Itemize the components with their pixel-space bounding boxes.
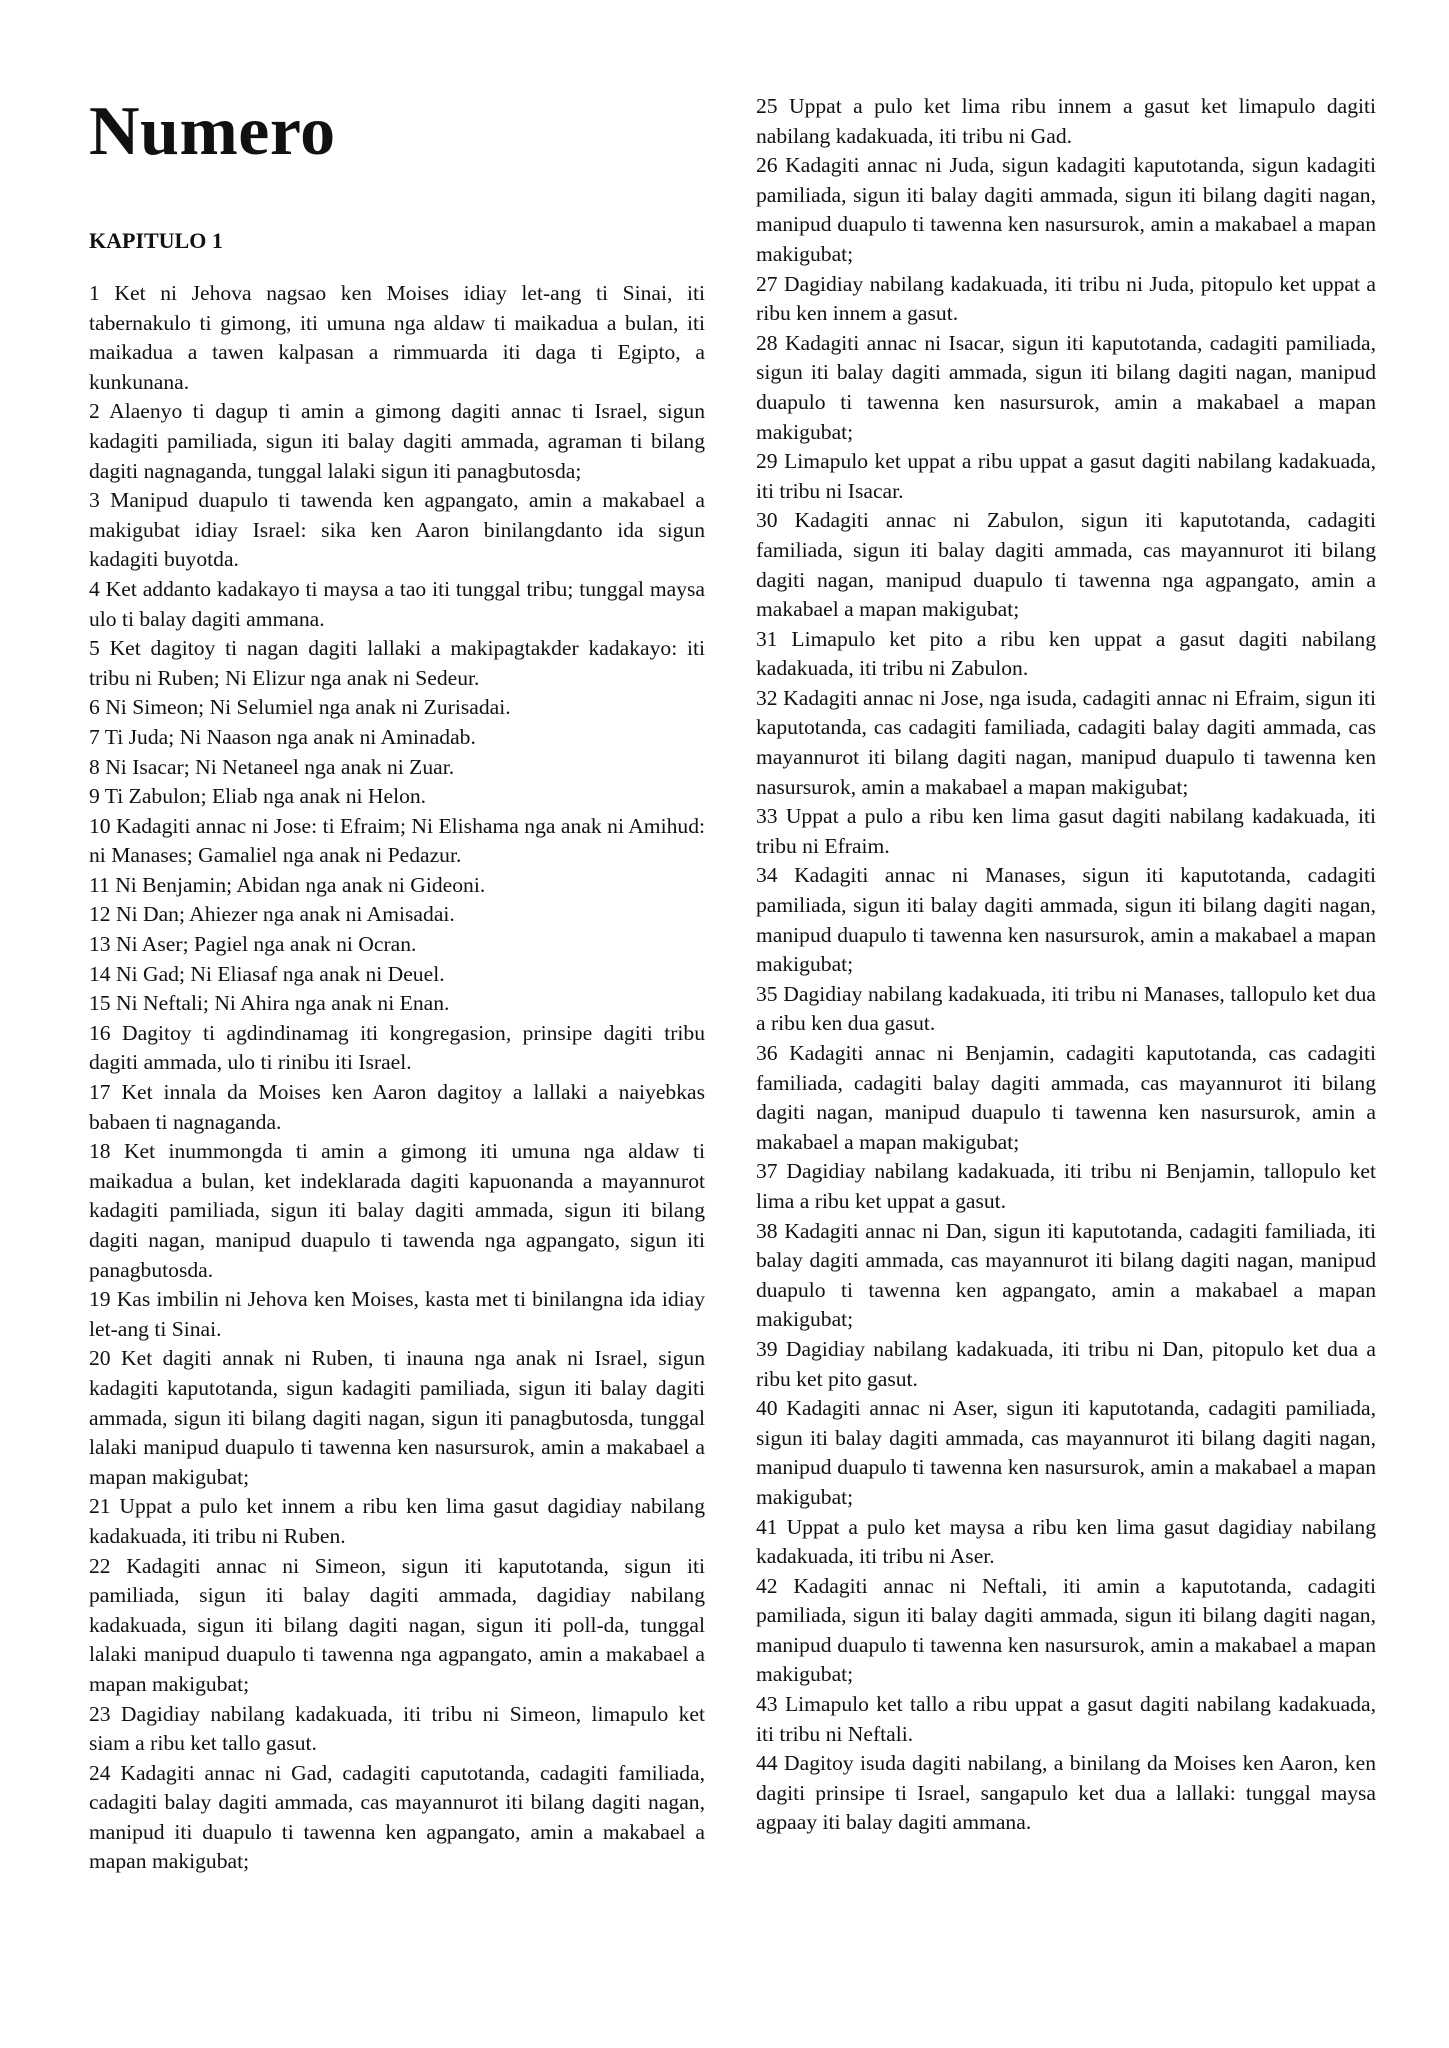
verse: 4 Ket addanto kadakayo ti maysa a tao iti tunggal tribu; tunggal maysa ulo ti balay dagiti ammana. [89,576,705,631]
verse: 11 Ni Benjamin; Abidan nga anak ni Gideoni. [89,872,486,897]
verse: 10 Kadagiti annac ni Jose: ti Efraim; Ni Elishama nga anak ni Amihud: ni Manases; Gamaliel nga anak ni Pedazur. [89,813,705,868]
right-verses [756,92,1376,1838]
verse: 9 Ti Zabulon; Eliab nga anak ni Helon. [89,784,427,809]
verse: 8 Ni Isacar; Ni Netaneel nga anak ni Zuar. [89,754,455,779]
verse: 20 Ket dagiti annak ni Ruben, ti inauna nga anak ni Israel, sigun kadagiti kaputotanda, sigun kadagiti pamiliada, sigun iti balay dagiti ammada, sigun iti bilang dagiti nagan, sigun iti panagbutosda, tunggal lalaki manipud duapulo ti tawenna ken nasursurok, amin a makabael a mapan makigubat; [89,1346,705,1489]
verse: 17 Ket innala da Moises ken Aaron dagitoy a lallaki a naiyebkas babaen ti nagnaganda. [89,1080,705,1134]
left-verses [89,279,705,1877]
chapter-heading: KAPITULO 1 [89,228,223,253]
verse: 22 Kadagiti annac ni Simeon, sigun iti kaputotanda, sigun iti pamiliada, sigun iti balay dagiti ammada, dagidiay nabilang kadakuada, sigun iti bilang dagiti nagan, sigun iti poll-da, tunggal lalaki manipud duapulo ti tawenna nga agpangato, amin a makabael a mapan makigubat; [89,1553,705,1696]
verse: 34 Kadagiti annac ni Manases, sigun iti kaputotanda, cadagiti pamiliada, sigun iti balay dagiti ammada, sigun iti bilang dagiti nagan, manipud duapulo ti tawenna ken nasursurok, amin a makabael a mapan makigubat; [756,863,1376,977]
verse: 32 Kadagiti annac ni Jose, nga isuda, cadagiti annac ni Efraim, sigun iti kaputotanda, cas cadagiti familiada, cadagiti balay dagiti ammada, cas mayannurot iti bilang dagiti nagan, manipud duapulo ti tawenna ken nasursurok, amin a makabael a mapan makigubat; [756,685,1376,799]
verse: 38 Kadagiti annac ni Dan, sigun iti kaputotanda, cadagiti familiada, iti balay dagiti ammada, cas mayannurot iti bilang dagiti nagan, manipud duapulo ti tawenna ken agpangato, amin a makabael a mapan makigubat; [756,1218,1376,1332]
verse: 23 Dagidiay nabilang kadakuada, iti tribu ni Simeon, limapulo ket siam a ribu ket tallo gasut. [89,1701,705,1756]
verse: 12 Ni Dan; Ahiezer nga anak ni Amisadai. [89,902,455,927]
book-title: Numero [89,93,336,170]
verse: 6 Ni Simeon; Ni Selumiel nga anak ni Zurisadai. [89,695,511,720]
verse: 24 Kadagiti annac ni Gad, cadagiti caputotanda, cadagiti familiada, cadagiti balay dagiti ammada, cas mayannurot iti bilang dagiti nagan, manipud iti duapulo ti tawenna ken agpangato, amin a makabael a mapan makigubat; [89,1760,705,1874]
verse: 35 Dagidiay nabilang kadakuada, iti tribu ni Manases, tallopulo ket dua a ribu ken dua gasut. [756,981,1376,1036]
verse: 7 Ti Juda; Ni Naason nga anak ni Aminadab. [89,724,476,749]
verse: 1 Ket ni Jehova nagsao ken Moises idiay let-ang ti Sinai, iti tabernakulo ti gimong, iti umuna nga aldaw ti maikadua a bulan, iti maikadua a tawen kalpasan a rimmuarda iti daga ti Egipto, a kunkunana. [89,281,705,394]
verse: 36 Kadagiti annac ni Benjamin, cadagiti kaputotanda, cas cadagiti familiada, cadagiti balay dagiti ammada, cas mayannurot iti bilang dagiti nagan, manipud duapulo ti tawenna ken nasursurok, amin a makabael a mapan makigubat; [756,1041,1376,1154]
verse: 25 Uppat a pulo ket lima ribu innem a gasut ket limapulo dagiti nabilang kadakuada, iti tribu ni Gad. [756,94,1376,148]
verse: 3 Manipud duapulo ti tawenda ken agpangato, amin a makabael a makigubat idiay Israel: sika ken Aaron binilangdanto ida sigun kadagiti buyotda. [89,488,705,572]
verse: 5 Ket dagitoy ti nagan dagiti lallaki a makipagtakder kadakayo: iti tribu ni Ruben; Ni Elizur nga anak ni Sedeur. [89,636,705,690]
verse: 39 Dagidiay nabilang kadakuada, iti tribu ni Dan, pitopulo ket dua a ribu ket pito gasut. [756,1336,1376,1391]
verse: 15 Ni Neftali; Ni Ahira nga anak ni Enan. [89,991,450,1016]
verse: 30 Kadagiti annac ni Zabulon, sigun iti kaputotanda, cadagiti familiada, sigun iti balay dagiti ammada, cas mayannurot iti bilang dagiti nagan, manipud duapulo ti tawenna nga agpangato, amin a makabael a mapan makigubat; [756,508,1376,622]
verse: 18 Ket inummongda ti amin a gimong iti umuna nga aldaw ti maikadua a bulan, ket indeklarada dagiti kapuonanda a mayannurot kadagiti pamiliada, sigun iti balay dagiti ammada, sigun iti bilang dagiti nagan, manipud duapulo ti tawenda nga agpangato, sigun iti panagbutosda. [89,1139,705,1282]
verse: 29 Limapulo ket uppat a ribu uppat a gasut dagiti nabilang kadakuada, iti tribu ni Isacar. [756,449,1376,503]
verse: 26 Kadagiti annac ni Juda, sigun kadagiti kaputotanda, sigun kadagiti pamiliada, sigun iti balay dagiti ammada, sigun iti bilang dagiti nagan, manipud duapulo ti tawenna ken nasursurok, amin a makabael a mapan makigubat; [756,153,1376,266]
verse: 40 Kadagiti annac ni Aser, sigun iti kaputotanda, cadagiti pamiliada, sigun iti balay dagiti ammada, cas mayannurot iti bilang dagiti nagan, manipud duapulo ti tawenna ken nasursurok, amin a makabael a mapan makigubat; [756,1396,1376,1509]
verse: 2 Alaenyo ti dagup ti amin a gimong dagiti annac ti Israel, sigun kadagiti pamiliada, sigun iti balay dagiti ammada, agraman ti bilang dagiti nagnaganda, tunggal lalaki sigun iti panagbutosda; [89,399,705,483]
verse: 21 Uppat a pulo ket innem a ribu ken lima gasut dagidiay nabilang kadakuada, iti tribu ni Ruben. [89,1494,705,1548]
verse: 37 Dagidiay nabilang kadakuada, iti tribu ni Benjamin, tallopulo ket lima a ribu ket uppat a gasut. [756,1159,1376,1213]
verse: 42 Kadagiti annac ni Neftali, iti amin a kaputotanda, cadagiti pamiliada, sigun iti balay dagiti ammada, sigun iti bilang dagiti nagan, manipud duapulo ti tawenna ken nasursurok, amin a makabael a mapan makigubat; [756,1573,1376,1687]
left-column [89,92,705,1874]
verse: 43 Limapulo ket tallo a ribu uppat a gasut dagiti nabilang kadakuada, iti tribu ni Neftali. [756,1692,1376,1746]
verse: 33 Uppat a pulo a ribu ken lima gasut dagiti nabilang kadakuada, iti tribu ni Efraim. [756,804,1376,858]
verse: 16 Dagitoy ti agdindinamag iti kongregasion, prinsipe dagiti tribu dagiti ammada, ulo ti rinibu iti Israel. [89,1020,705,1075]
verse: 28 Kadagiti annac ni Isacar, sigun iti kaputotanda, cadagiti pamiliada, sigun iti balay dagiti ammada, sigun iti bilang dagiti nagan, manipud duapulo ti tawenna ken nasursurok, amin a makabael a mapan makigubat; [756,330,1376,444]
right-column [756,92,1376,1838]
verse: 44 Dagitoy isuda dagiti nabilang, a binilang da Moises ken Aaron, ken dagiti prinsipe ti Israel, sangapulo ket dua a lallaki: tunggal maysa agpaay iti balay dagiti ammana. [756,1751,1376,1835]
verse: 27 Dagidiay nabilang kadakuada, iti tribu ni Juda, pitopulo ket uppat a ribu ken innem a gasut. [756,271,1376,326]
verse: 31 Limapulo ket pito a ribu ken uppat a gasut dagiti nabilang kadakuada, iti tribu ni Zabulon. [756,626,1376,681]
verse: 19 Kas imbilin ni Jehova ken Moises, kasta met ti binilangna ida idiay let-ang ti Sinai. [89,1287,705,1341]
verse: 14 Ni Gad; Ni Eliasaf nga anak ni Deuel. [89,961,445,986]
verse: 13 Ni Aser; Pagiel nga anak ni Ocran. [89,932,417,957]
verse: 41 Uppat a pulo ket maysa a ribu ken lima gasut dagidiay nabilang kadakuada, iti tribu ni Aser. [756,1514,1376,1569]
